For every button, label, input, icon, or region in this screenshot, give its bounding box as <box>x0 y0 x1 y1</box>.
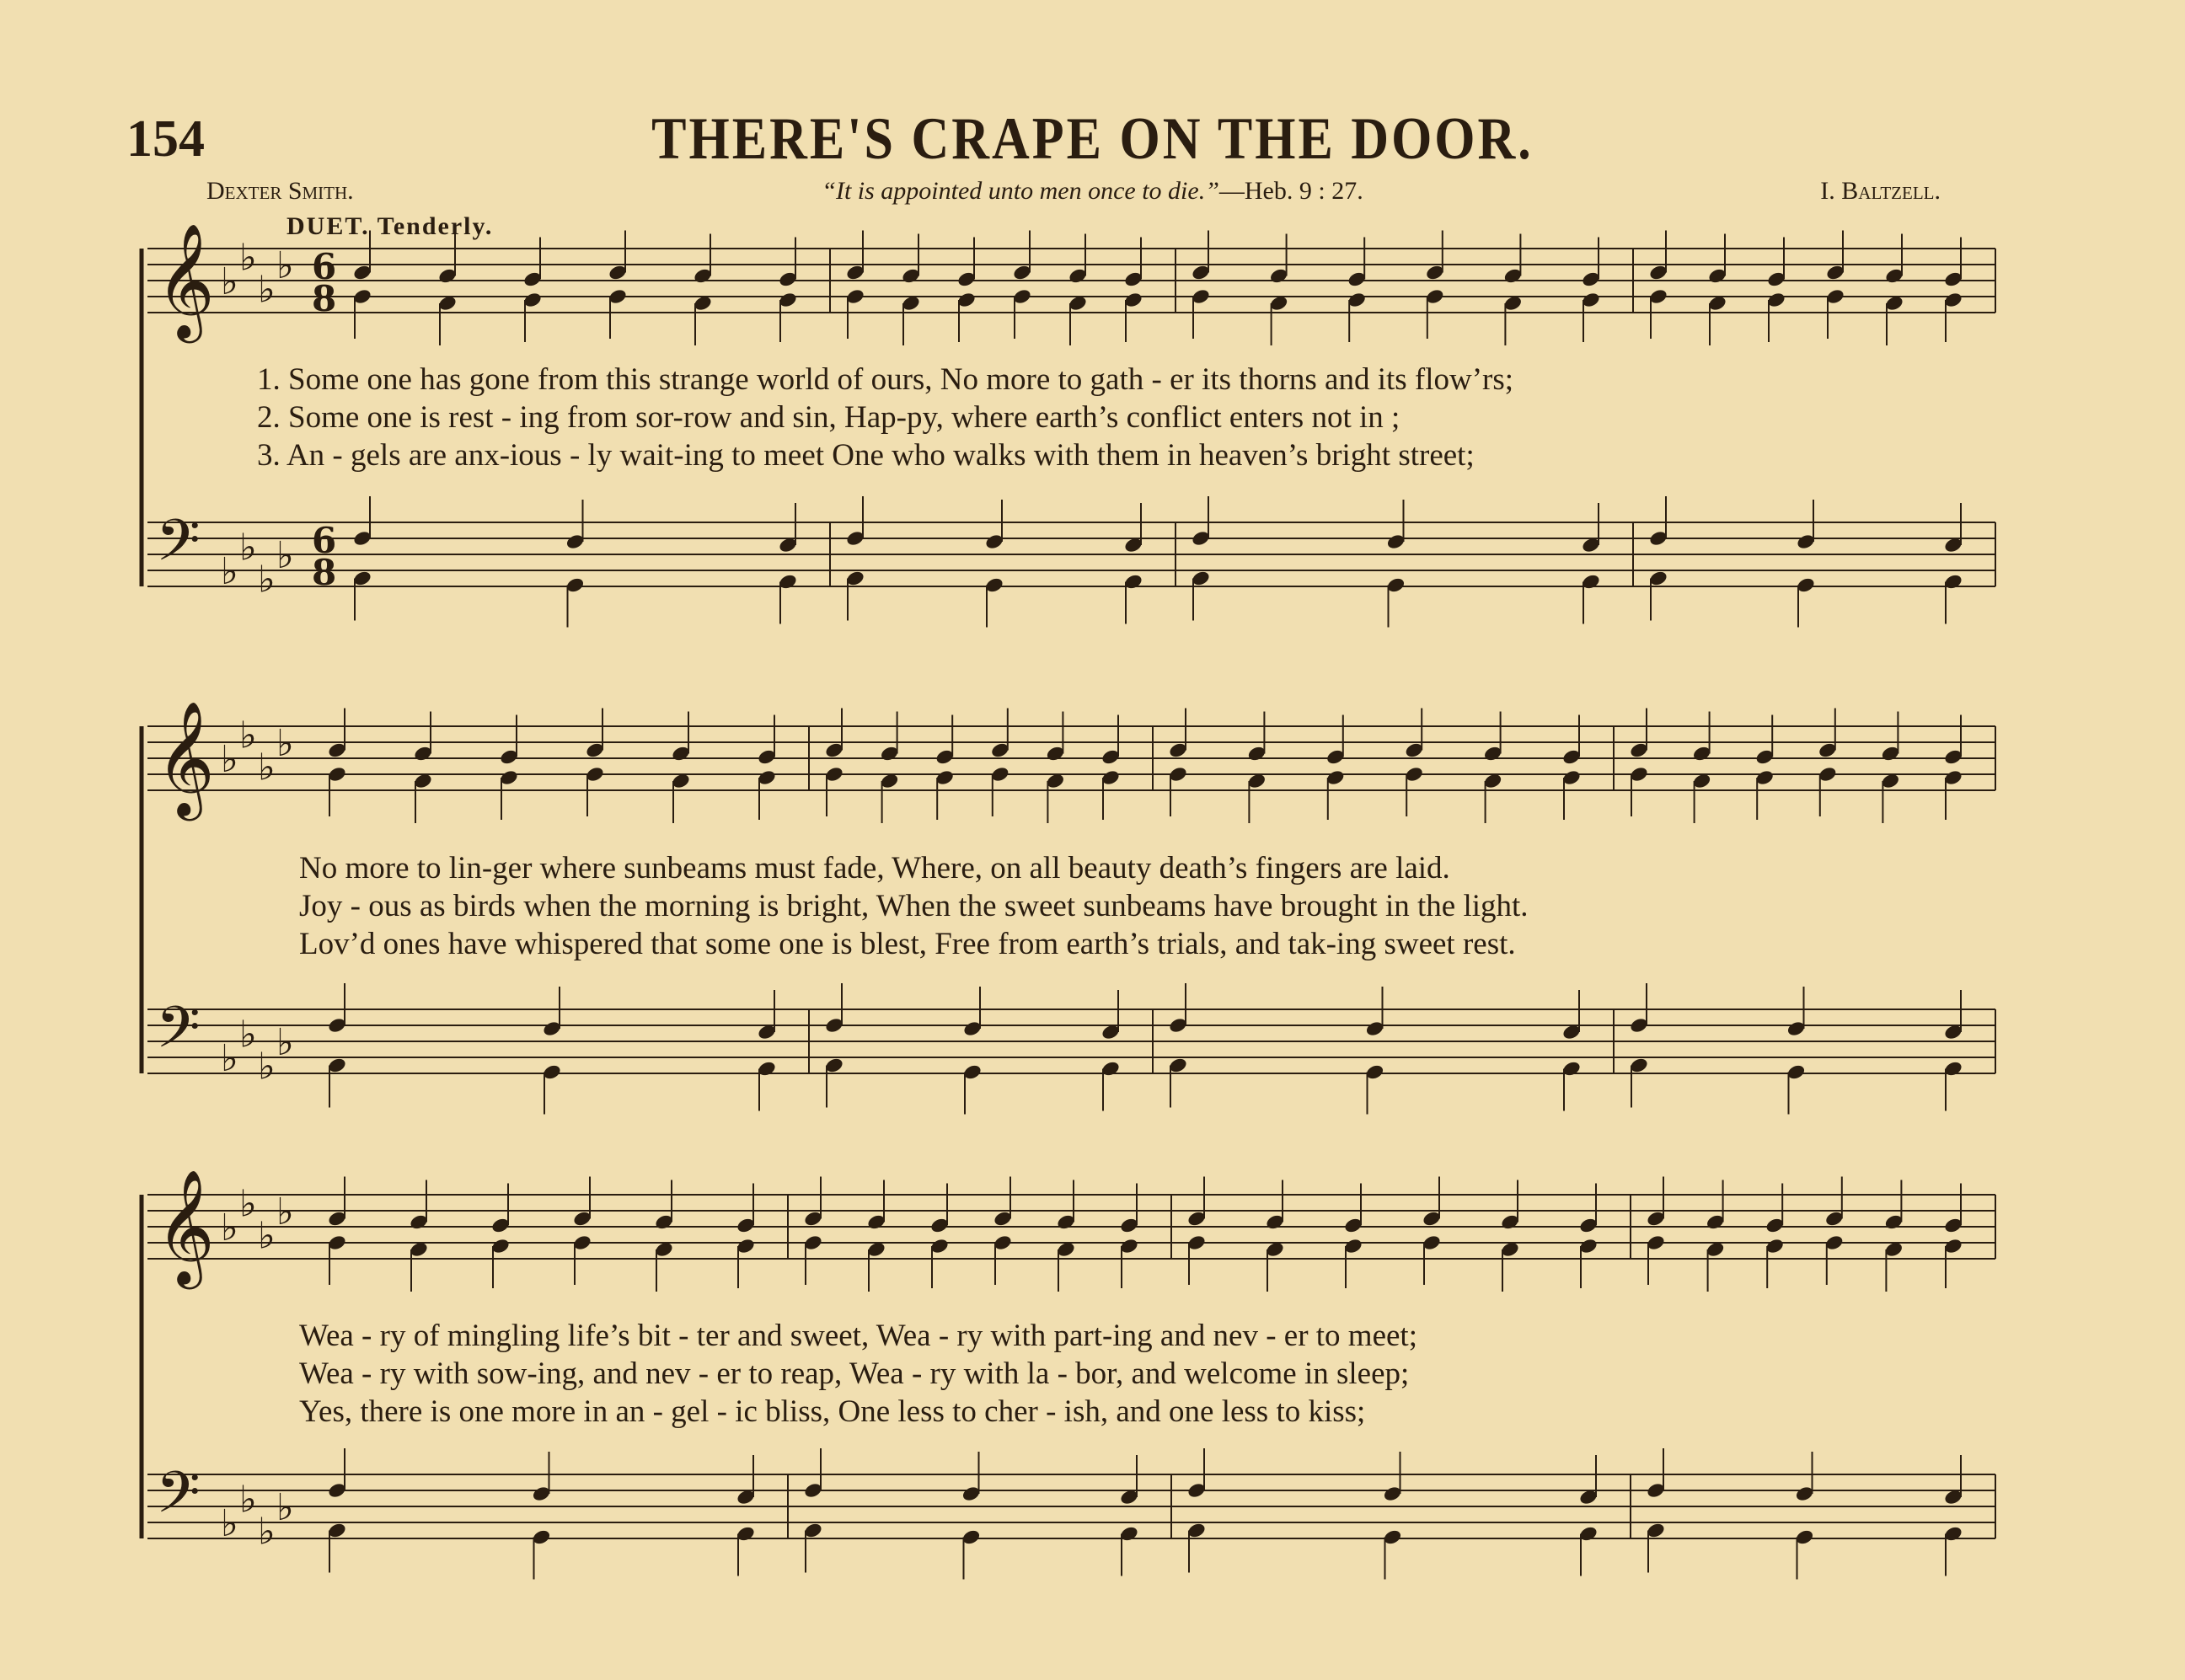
time-signature-top: 6 <box>312 520 337 561</box>
lyrics-system-3 <box>299 1317 1417 1431</box>
flat-icon: ♭ <box>258 1045 276 1089</box>
time-signature-bottom: 8 <box>312 278 337 319</box>
lyric-verse-3: Yes, there is one more in an - gel - ic bliss, One less to cher - ish, and one less to kiss; <box>299 1394 1366 1429</box>
scripture-quote: “It is appointed unto men once to die.” <box>822 177 1219 205</box>
treble-clef-icon: 𝄞 <box>156 699 215 816</box>
page-number: 154 <box>126 110 205 168</box>
flat-icon: ♭ <box>239 714 257 757</box>
time-signature-bottom: 8 <box>312 552 337 593</box>
composer-credit: I. Baltzell. <box>1820 177 1941 205</box>
flat-icon: ♭ <box>221 1037 238 1080</box>
flat-icon: ♭ <box>221 260 238 303</box>
flat-icon: ♭ <box>221 738 238 781</box>
lyric-verse-1: No more to lin-ger where sunbeams must fade, Where, on all beauty death’s fingers are laid. <box>299 851 1450 885</box>
flat-icon: ♭ <box>276 1190 294 1233</box>
lyric-verse-2: Joy - ous as birds when the morning is bright, When the sweet sunbeams have brought in the light. <box>299 889 1529 923</box>
flat-icon: ♭ <box>239 1478 257 1522</box>
lyrics-system-1 <box>257 361 1513 474</box>
flat-icon: ♭ <box>239 1182 257 1226</box>
author-credit: Dexter Smith. <box>206 177 354 205</box>
time-signature-top: 6 <box>312 246 337 287</box>
flat-icon: ♭ <box>239 1013 257 1057</box>
bass-clef-icon: 𝄢 <box>156 995 201 1075</box>
flat-icon: ♭ <box>276 244 294 287</box>
hymn-title: THERE'S CRAPE ON THE DOOR. <box>651 105 1534 173</box>
bass-clef-icon: 𝄢 <box>156 1460 201 1540</box>
flat-icon: ♭ <box>276 1486 294 1529</box>
flat-icon: ♭ <box>258 558 276 602</box>
lyric-verse-1: Wea - ry of mingling life’s bit - ter and sweet, Wea - ry with part-ing and nev - er to meet; <box>299 1319 1417 1353</box>
flat-icon: ♭ <box>258 746 276 789</box>
treble-clef-icon: 𝄞 <box>156 222 215 338</box>
flat-icon: ♭ <box>258 1214 276 1258</box>
flat-icon: ♭ <box>239 236 257 280</box>
flat-icon: ♭ <box>221 1502 238 1545</box>
flat-icon: ♭ <box>276 534 294 577</box>
lyric-verse-1: 1. Some one has gone from this strange world of ours, No more to gath - er its thorns and its flow’rs; <box>257 362 1514 397</box>
lyrics-system-2 <box>299 849 1529 963</box>
lyric-verse-3: Lov’d ones have whispered that some one is blest, Free from earth’s trials, and tak-ing sweet rest. <box>299 927 1516 961</box>
lyric-verse-2: 2. Some one is rest - ing from sor-row and sin, Hap-py, where earth’s conflict enters not in ; <box>257 400 1400 435</box>
flat-icon: ♭ <box>276 1021 294 1064</box>
tempo-marking: DUET. Tenderly. <box>287 212 494 240</box>
flat-icon: ♭ <box>276 722 294 765</box>
flat-icon: ♭ <box>221 1206 238 1249</box>
flat-icon: ♭ <box>258 268 276 312</box>
lyric-verse-3: 3. An - gels are anx-ious - ly wait-ing to meet One who walks with them in heaven’s bright street; <box>257 438 1475 473</box>
bass-clef-icon: 𝄢 <box>156 508 201 588</box>
treble-clef-icon: 𝄞 <box>156 1168 215 1284</box>
lyric-verse-2: Wea - ry with sow-ing, and nev - er to reap, Wea - ry with la - bor, and welcome in sleep; <box>299 1356 1410 1391</box>
flat-icon: ♭ <box>221 550 238 593</box>
scripture-reference: —Heb. 9 : 27. <box>1218 177 1363 205</box>
flat-icon: ♭ <box>239 526 257 570</box>
flat-icon: ♭ <box>258 1510 276 1554</box>
